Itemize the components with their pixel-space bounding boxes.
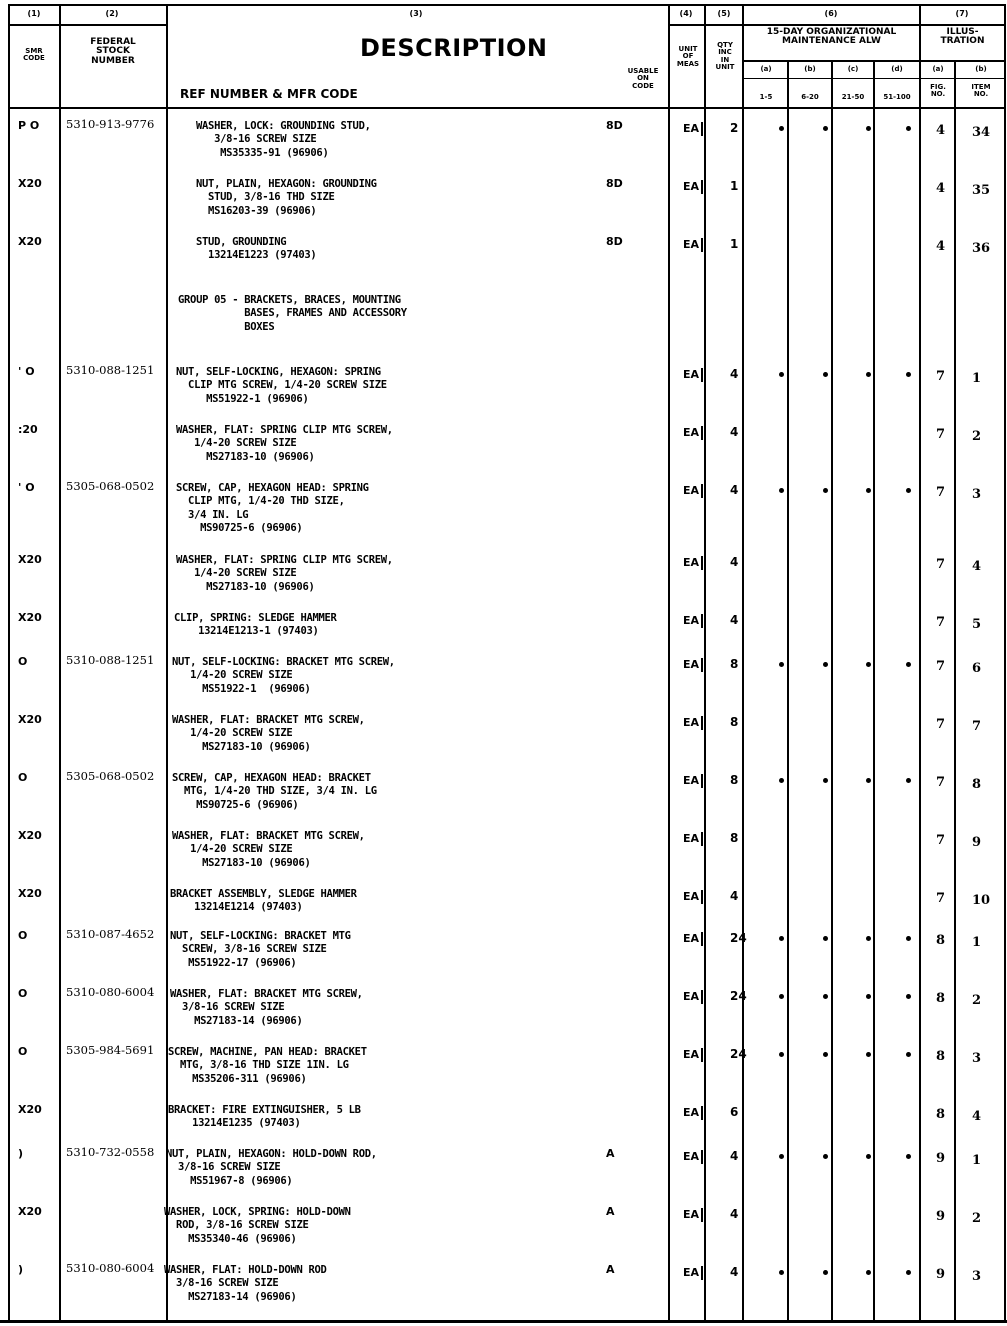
maint-sub-c: (c) bbox=[847, 65, 859, 73]
item-number: 3 bbox=[972, 1269, 982, 1284]
federal-stock-number: 5305-068-0502 bbox=[66, 769, 155, 783]
unit-tick bbox=[701, 238, 703, 252]
col-rule-6b bbox=[831, 62, 833, 1322]
smr-code: X20 bbox=[18, 1205, 42, 1218]
part-description: NUT, PLAIN, HEXAGON: HOLD-DOWN ROD, 3/8-16 SCREW SIZE MS51967-8 (96906) bbox=[166, 1148, 377, 1187]
maintenance-allowance-dot bbox=[866, 662, 871, 667]
part-description: BRACKET: FIRE EXTINGUISHER, 5 LB 13214E1235 (97403) bbox=[168, 1104, 361, 1130]
left-border bbox=[8, 4, 10, 1322]
smr-code: O bbox=[18, 771, 28, 784]
smr-code: X20 bbox=[18, 611, 42, 624]
maintenance-allowance-dot bbox=[823, 488, 828, 493]
maint-range-c: 21-50 bbox=[841, 93, 865, 101]
part-description: WASHER, FLAT: SPRING CLIP MTG SCREW, 1/4-20 SCREW SIZE MS27183-10 (96906) bbox=[176, 424, 393, 463]
fsn-header: FEDERAL STOCK NUMBER bbox=[90, 37, 136, 66]
quantity: 24 bbox=[730, 989, 747, 1003]
unit-tick bbox=[701, 716, 703, 730]
figure-number: 8 bbox=[936, 991, 946, 1006]
smr-code: ) bbox=[18, 1263, 24, 1276]
quantity: 1 bbox=[730, 179, 739, 193]
unit-of-measure: EA bbox=[683, 1150, 700, 1163]
item-number: 6 bbox=[972, 661, 982, 676]
colnum-7: (7) bbox=[955, 9, 969, 18]
unit-tick bbox=[701, 1208, 703, 1222]
federal-stock-number: 5305-068-0502 bbox=[66, 479, 155, 493]
figure-number: 9 bbox=[936, 1151, 946, 1166]
unit-tick bbox=[701, 122, 703, 136]
col-rule-7a bbox=[954, 62, 956, 1322]
maintenance-allowance-dot bbox=[779, 126, 784, 131]
unit-tick bbox=[701, 832, 703, 846]
part-description: CLIP, SPRING: SLEDGE HAMMER 13214E1213-1 (97403) bbox=[174, 612, 337, 638]
quantity: 8 bbox=[730, 657, 739, 671]
colnum-4: (4) bbox=[679, 9, 693, 18]
col-rule-4 bbox=[704, 4, 706, 1322]
part-description: NUT, SELF-LOCKING, HEXAGON: SPRING CLIP MTG SCREW, 1/4-20 SCREW SIZE MS51922-1 (96906) bbox=[176, 366, 387, 405]
maintenance-allowance-dot bbox=[866, 126, 871, 131]
right-border bbox=[1004, 4, 1006, 1322]
maintenance-allowance-dot bbox=[779, 936, 784, 941]
figure-number: 7 bbox=[936, 427, 946, 442]
figure-number: 7 bbox=[936, 833, 946, 848]
unit-tick bbox=[701, 932, 703, 946]
maintenance-allowance-dot bbox=[823, 1154, 828, 1159]
unit-of-measure: EA bbox=[683, 556, 700, 569]
federal-stock-number: 5310-080-6004 bbox=[66, 985, 155, 999]
unit-tick bbox=[701, 890, 703, 904]
maint-sub-rule-2 bbox=[742, 78, 1006, 79]
smr-code: O bbox=[18, 987, 28, 1000]
quantity: 4 bbox=[730, 1207, 739, 1221]
part-description: NUT, SELF-LOCKING: BRACKET MTG SCREW, 3/8-16 SCREW SIZE MS51922-17 (96906) bbox=[170, 930, 351, 969]
maintenance-allowance-dot bbox=[906, 936, 911, 941]
item-number: 4 bbox=[972, 559, 982, 574]
maintenance-allowance-dot bbox=[779, 488, 784, 493]
col-rule-6a bbox=[787, 62, 789, 1322]
quantity: 1 bbox=[730, 237, 739, 251]
maintenance-header: 15-DAY ORGANIZATIONAL MAINTENANCE ALW bbox=[766, 27, 897, 47]
smr-code: X20 bbox=[18, 553, 42, 566]
federal-stock-number: 5310-080-6004 bbox=[66, 1261, 155, 1275]
maintenance-allowance-dot bbox=[906, 778, 911, 783]
maintenance-allowance-dot bbox=[823, 936, 828, 941]
smr-code: O bbox=[18, 655, 28, 668]
smr-code: X20 bbox=[18, 177, 42, 190]
federal-stock-number: 5305-984-5691 bbox=[66, 1043, 155, 1057]
maint-sub-d: (d) bbox=[891, 65, 903, 73]
bottom-border bbox=[0, 1320, 1007, 1323]
col-rule-5 bbox=[742, 4, 744, 1322]
unit-of-measure: EA bbox=[683, 1208, 700, 1221]
unit-of-measure: EA bbox=[683, 890, 700, 903]
maintenance-allowance-dot bbox=[906, 372, 911, 377]
unit-of-measure: EA bbox=[683, 716, 700, 729]
quantity: 2 bbox=[730, 121, 739, 135]
unit-of-measure: EA bbox=[683, 614, 700, 627]
quantity: 4 bbox=[730, 425, 739, 439]
maintenance-allowance-dot bbox=[866, 936, 871, 941]
unit-of-measure: EA bbox=[683, 658, 700, 671]
maintenance-allowance-dot bbox=[866, 488, 871, 493]
maintenance-allowance-dot bbox=[823, 1052, 828, 1057]
part-description: GROUP 05 - BRACKETS, BRACES, MOUNTING BASES, FRAMES AND ACCESSORY BOXES bbox=[178, 294, 407, 333]
illustration-header: ILLUS- TRATION bbox=[940, 27, 985, 47]
part-description: SCREW, CAP, HEXAGON HEAD: SPRING CLIP MTG, 1/4-20 THD SIZE, 3/4 IN. LG MS90725-6 (96906) bbox=[176, 482, 369, 535]
maintenance-allowance-dot bbox=[866, 778, 871, 783]
colnum-2: (2) bbox=[105, 9, 119, 18]
unit-of-measure: EA bbox=[683, 122, 700, 135]
maint-sub-rule bbox=[742, 60, 1006, 62]
item-number: 10 bbox=[972, 893, 991, 908]
unit-of-measure: EA bbox=[683, 180, 700, 193]
unit-tick bbox=[701, 484, 703, 498]
usable-on-code: A bbox=[606, 1263, 615, 1276]
qty-header: QTY INC IN UNIT bbox=[715, 41, 735, 72]
maintenance-allowance-dot bbox=[866, 1052, 871, 1057]
item-number: 1 bbox=[972, 1153, 982, 1168]
quantity: 4 bbox=[730, 1265, 739, 1279]
part-description: STUD, GROUNDING 13214E1223 (97403) bbox=[196, 236, 317, 262]
part-description: WASHER, FLAT: BRACKET MTG SCREW, 3/8-16 SCREW SIZE MS27183-14 (96906) bbox=[170, 988, 363, 1027]
figure-number: 7 bbox=[936, 775, 946, 790]
maintenance-allowance-dot bbox=[906, 662, 911, 667]
ref-number-header: REF NUMBER & MFR CODE bbox=[180, 87, 358, 101]
item-number: 34 bbox=[972, 125, 991, 140]
maintenance-allowance-dot bbox=[866, 1270, 871, 1275]
illus-sub-b: (b) bbox=[975, 65, 987, 73]
federal-stock-number: 5310-913-9776 bbox=[66, 117, 155, 131]
maintenance-allowance-dot bbox=[866, 372, 871, 377]
quantity: 8 bbox=[730, 773, 739, 787]
maint-range-b: 6-20 bbox=[801, 93, 819, 101]
item-number: 2 bbox=[972, 1211, 982, 1226]
smr-code: X20 bbox=[18, 235, 42, 248]
unit-tick bbox=[701, 658, 703, 672]
smr-code: O bbox=[18, 929, 28, 942]
unit-of-measure: EA bbox=[683, 368, 700, 381]
smr-code: X20 bbox=[18, 829, 42, 842]
usable-on-code: 8D bbox=[606, 235, 623, 248]
unit-tick bbox=[701, 1106, 703, 1120]
header-bottom-rule bbox=[8, 107, 1006, 109]
item-number: 5 bbox=[972, 617, 982, 632]
maintenance-allowance-dot bbox=[823, 372, 828, 377]
figure-number: 7 bbox=[936, 717, 946, 732]
unit-tick bbox=[701, 368, 703, 382]
maintenance-allowance-dot bbox=[779, 994, 784, 999]
item-number: 3 bbox=[972, 1051, 982, 1066]
unit-tick bbox=[701, 990, 703, 1004]
unit-tick bbox=[701, 1150, 703, 1164]
smr-code: ) bbox=[18, 1147, 24, 1160]
quantity: 4 bbox=[730, 1149, 739, 1163]
item-number: 2 bbox=[972, 993, 982, 1008]
figure-number: 8 bbox=[936, 1049, 946, 1064]
unit-of-measure: EA bbox=[683, 1106, 700, 1119]
unit-tick bbox=[701, 614, 703, 628]
quantity: 8 bbox=[730, 831, 739, 845]
figure-number: 9 bbox=[936, 1209, 946, 1224]
quantity: 4 bbox=[730, 613, 739, 627]
item-number: 3 bbox=[972, 487, 982, 502]
part-description: NUT, PLAIN, HEXAGON: GROUNDING STUD, 3/8-16 THD SIZE MS16203-39 (96906) bbox=[196, 178, 377, 217]
maint-sub-a: (a) bbox=[760, 65, 772, 73]
maintenance-allowance-dot bbox=[866, 1154, 871, 1159]
maintenance-allowance-dot bbox=[779, 1270, 784, 1275]
illus-sub-a: (a) bbox=[932, 65, 944, 73]
item-no-header: ITEM NO. bbox=[971, 83, 991, 99]
smr-code: X20 bbox=[18, 713, 42, 726]
item-number: 2 bbox=[972, 429, 982, 444]
col-rule-6 bbox=[919, 4, 921, 1322]
unit-of-measure: EA bbox=[683, 238, 700, 251]
unit-of-measure: EA bbox=[683, 990, 700, 1003]
maintenance-allowance-dot bbox=[906, 1154, 911, 1159]
figure-number: 4 bbox=[936, 239, 946, 254]
smr-code: X20 bbox=[18, 1103, 42, 1116]
federal-stock-number: 5310-087-4652 bbox=[66, 927, 155, 941]
quantity: 4 bbox=[730, 889, 739, 903]
figure-number: 7 bbox=[936, 369, 946, 384]
maintenance-allowance-dot bbox=[906, 126, 911, 131]
maintenance-allowance-dot bbox=[779, 662, 784, 667]
unit-of-measure: EA bbox=[683, 774, 700, 787]
figure-number: 7 bbox=[936, 891, 946, 906]
item-number: 4 bbox=[972, 1109, 982, 1124]
col-rule-3 bbox=[668, 4, 670, 1322]
maintenance-allowance-dot bbox=[779, 1154, 784, 1159]
usable-on-code: 8D bbox=[606, 119, 623, 132]
usable-on-code: A bbox=[606, 1147, 615, 1160]
maintenance-allowance-dot bbox=[823, 662, 828, 667]
unit-tick bbox=[701, 774, 703, 788]
figure-number: 4 bbox=[936, 123, 946, 138]
quantity: 8 bbox=[730, 715, 739, 729]
part-description: BRACKET ASSEMBLY, SLEDGE HAMMER 13214E1214 (97403) bbox=[170, 888, 357, 914]
top-border bbox=[8, 4, 1006, 6]
maint-range-a: 1-5 bbox=[759, 93, 773, 101]
federal-stock-number: 5310-732-0558 bbox=[66, 1145, 155, 1159]
unit-tick bbox=[701, 1048, 703, 1062]
figure-number: 7 bbox=[936, 485, 946, 500]
unit-tick bbox=[701, 426, 703, 440]
colnum-rule-right bbox=[668, 24, 1006, 26]
maintenance-allowance-dot bbox=[823, 126, 828, 131]
maint-range-d: 51-100 bbox=[883, 93, 911, 101]
quantity: 24 bbox=[730, 1047, 747, 1061]
part-description: WASHER, FLAT: BRACKET MTG SCREW, 1/4-20 SCREW SIZE MS27183-10 (96906) bbox=[172, 714, 365, 753]
maintenance-allowance-dot bbox=[906, 1270, 911, 1275]
smr-code: X20 bbox=[18, 887, 42, 900]
quantity: 24 bbox=[730, 931, 747, 945]
quantity: 4 bbox=[730, 367, 739, 381]
unit-tick bbox=[701, 180, 703, 194]
description-header: DESCRIPTION bbox=[360, 34, 548, 62]
col-rule-1 bbox=[59, 4, 61, 1322]
usable-on-code: A bbox=[606, 1205, 615, 1218]
unit-of-measure: EA bbox=[683, 932, 700, 945]
part-description: WASHER, LOCK, SPRING: HOLD-DOWN ROD, 3/8-16 SCREW SIZE MS35340-46 (96906) bbox=[164, 1206, 351, 1245]
maintenance-allowance-dot bbox=[779, 372, 784, 377]
figure-number: 7 bbox=[936, 557, 946, 572]
figure-number: 9 bbox=[936, 1267, 946, 1282]
maintenance-allowance-dot bbox=[823, 1270, 828, 1275]
figure-number: 8 bbox=[936, 933, 946, 948]
colnum-6: (6) bbox=[824, 9, 838, 18]
smr-code: P O bbox=[18, 119, 40, 132]
federal-stock-number: 5310-088-1251 bbox=[66, 363, 155, 377]
quantity: 4 bbox=[730, 483, 739, 497]
maintenance-allowance-dot bbox=[823, 994, 828, 999]
usable-on-code: 8D bbox=[606, 177, 623, 190]
item-number: 35 bbox=[972, 183, 991, 198]
unit-of-measure: EA bbox=[683, 426, 700, 439]
smr-code: O bbox=[18, 1045, 28, 1058]
part-description: WASHER, LOCK: GROUNDING STUD, 3/8-16 SCREW SIZE MS35335-91 (96906) bbox=[196, 120, 371, 159]
smr-code-header: SMR CODE bbox=[23, 47, 45, 63]
item-number: 1 bbox=[972, 371, 982, 386]
part-description: NUT, SELF-LOCKING: BRACKET MTG SCREW, 1/4-20 SCREW SIZE MS51922-1 (96906) bbox=[172, 656, 395, 695]
figure-number: 7 bbox=[936, 615, 946, 630]
maintenance-allowance-dot bbox=[906, 488, 911, 493]
unit-tick bbox=[701, 556, 703, 570]
unit-of-measure: EA bbox=[683, 1266, 700, 1279]
maintenance-allowance-dot bbox=[779, 1052, 784, 1057]
part-description: SCREW, CAP, HEXAGON HEAD: BRACKET MTG, 1/4-20 THD SIZE, 3/4 IN. LG MS90725-6 (96906) bbox=[172, 772, 377, 811]
unit-of-measure: EA bbox=[683, 832, 700, 845]
part-description: WASHER, FLAT: HOLD-DOWN ROD 3/8-16 SCREW SIZE MS27183-14 (96906) bbox=[164, 1264, 327, 1303]
part-description: WASHER, FLAT: SPRING CLIP MTG SCREW, 1/4-20 SCREW SIZE MS27183-10 (96906) bbox=[176, 554, 393, 593]
colnum-1: (1) bbox=[27, 9, 41, 18]
figure-number: 4 bbox=[936, 181, 946, 196]
smr-code: ' O bbox=[18, 365, 35, 378]
federal-stock-number: 5310-088-1251 bbox=[66, 653, 155, 667]
fig-no-header: FIG. NO. bbox=[930, 83, 946, 99]
item-number: 9 bbox=[972, 835, 982, 850]
unit-of-meas-header: UNIT OF MEAS bbox=[676, 45, 700, 68]
maintenance-allowance-dot bbox=[906, 1052, 911, 1057]
part-description: SCREW, MACHINE, PAN HEAD: BRACKET MTG, 3/8-16 THD SIZE 1IN. LG MS35206-311 (96906) bbox=[168, 1046, 367, 1085]
smr-code: :20 bbox=[18, 423, 38, 436]
figure-number: 8 bbox=[936, 1107, 946, 1122]
quantity: 4 bbox=[730, 555, 739, 569]
figure-number: 7 bbox=[936, 659, 946, 674]
col-rule-6c bbox=[873, 62, 875, 1322]
maintenance-allowance-dot bbox=[906, 994, 911, 999]
colnum-3: (3) bbox=[409, 9, 423, 18]
maintenance-allowance-dot bbox=[866, 994, 871, 999]
unit-tick bbox=[701, 1266, 703, 1280]
smr-code: ' O bbox=[18, 481, 35, 494]
part-description: WASHER, FLAT: BRACKET MTG SCREW, 1/4-20 SCREW SIZE MS27183-10 (96906) bbox=[172, 830, 365, 869]
item-number: 7 bbox=[972, 719, 982, 734]
unit-of-measure: EA bbox=[683, 1048, 700, 1061]
maintenance-allowance-dot bbox=[779, 778, 784, 783]
item-number: 8 bbox=[972, 777, 982, 792]
maint-sub-b: (b) bbox=[804, 65, 816, 73]
colnum-rule-left bbox=[8, 24, 168, 26]
item-number: 36 bbox=[972, 241, 991, 256]
usable-on-code-header: USABLE ON CODE bbox=[627, 67, 659, 90]
maintenance-allowance-dot bbox=[823, 778, 828, 783]
item-number: 1 bbox=[972, 935, 982, 950]
quantity: 6 bbox=[730, 1105, 739, 1119]
unit-of-measure: EA bbox=[683, 484, 700, 497]
colnum-5: (5) bbox=[717, 9, 731, 18]
